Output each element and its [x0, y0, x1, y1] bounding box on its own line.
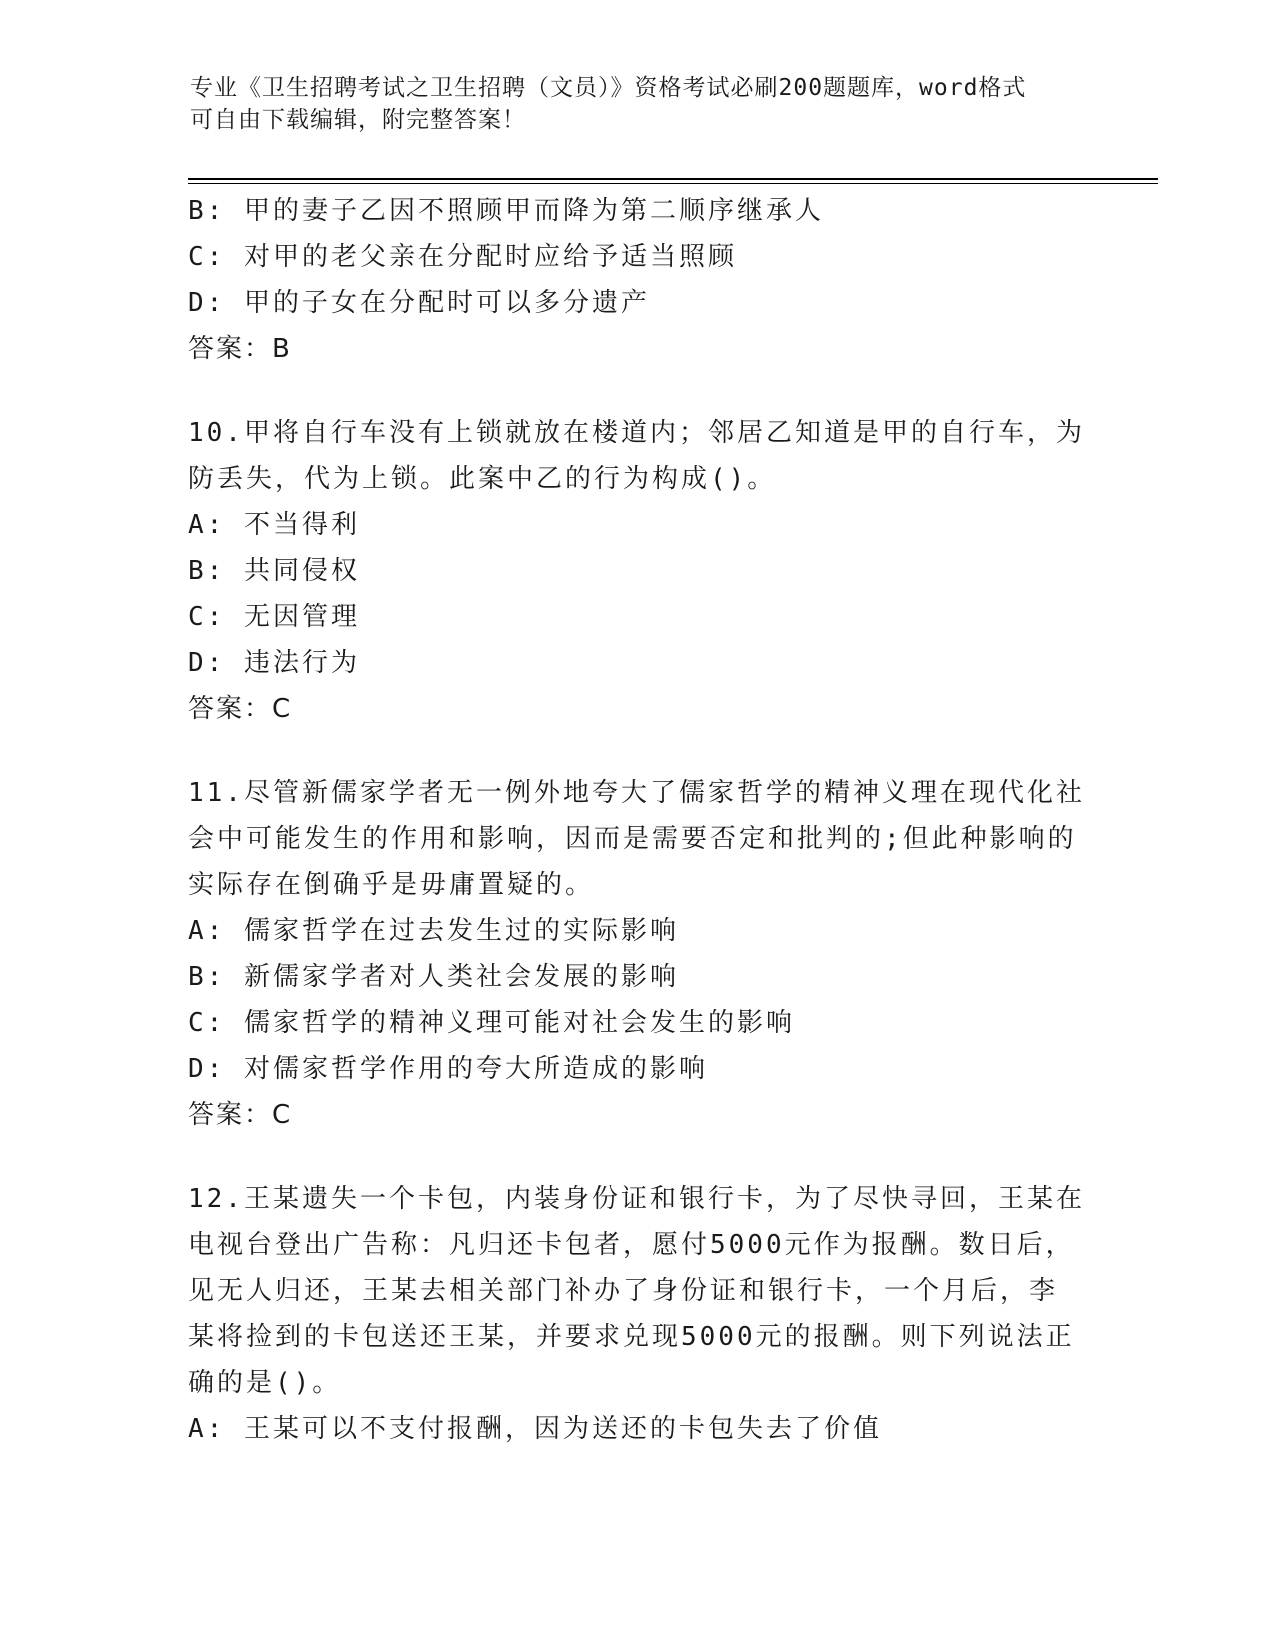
question-stem-line: 10.甲将自行车没有上锁就放在楼道内；邻居乙知道是甲的自行车，为 [188, 418, 1085, 448]
header-line-1: 专业《卫生招聘考试之卫生招聘（文员）》资格考试必刷200题题库，word格式 [190, 75, 1027, 101]
question-list [188, 188, 1088, 1452]
question-stem-line: 防丢失，代为上锁。此案中乙的行为构成()。 [188, 464, 777, 494]
question-12 [188, 1176, 1088, 1452]
question-10 [188, 410, 1088, 732]
answer-label: 答案：C [188, 1100, 293, 1130]
question-stem-line: 实际存在倒确乎是毋庸置疑的。 [188, 870, 595, 900]
header-divider-thin [188, 183, 1158, 184]
option-b: B: 新儒家学者对人类社会发展的影响 [188, 962, 679, 992]
question-stem-line: 确的是()。 [188, 1368, 342, 1398]
question-stem-line: 12.王某遗失一个卡包，内装身份证和银行卡，为了尽快寻回，王某在 [188, 1184, 1085, 1214]
option-c: C: 儒家哲学的精神义理可能对社会发生的影响 [188, 1008, 795, 1038]
option-d: D: 违法行为 [188, 648, 360, 678]
option-a: A: 王某可以不支付报酬，因为送还的卡包失去了价值 [188, 1414, 882, 1444]
answer-label: 答案：B [188, 334, 292, 364]
question-stem-line: 11.尽管新儒家学者无一例外地夸大了儒家哲学的精神义理在现代化社 [188, 778, 1085, 808]
question-stem-line: 会中可能发生的作用和影响，因而是需要否定和批判的;但此种影响的 [188, 824, 1077, 854]
option-a: A: 不当得利 [188, 510, 360, 540]
answer-label: 答案：C [188, 694, 293, 724]
option-b: B: 共同侵权 [188, 556, 360, 586]
question-9 [188, 188, 1088, 372]
header-divider-thick [188, 178, 1158, 180]
question-stem-line: 某将捡到的卡包送还王某，并要求兑现5000元的报酬。则下列说法正 [188, 1322, 1075, 1352]
option-a: A: 儒家哲学在过去发生过的实际影响 [188, 916, 679, 946]
option-d: D: 甲的子女在分配时可以多分遗产 [188, 288, 650, 318]
option-c: C: 无因管理 [188, 602, 360, 632]
option-d: D: 对儒家哲学作用的夸大所造成的影响 [188, 1054, 708, 1084]
question-stem-line: 电视台登出广告称：凡归还卡包者，愿付5000元作为报酬。数日后， [188, 1230, 1075, 1260]
option-b: B: 甲的妻子乙因不照顾甲而降为第二顺序继承人 [188, 196, 824, 226]
document-header [190, 72, 1070, 136]
question-stem-line: 见无人归还，王某去相关部门补办了身份证和银行卡，一个月后，李 [188, 1276, 1059, 1306]
option-c: C: 对甲的老父亲在分配时应给予适当照顾 [188, 242, 737, 272]
header-line-2: 可自由下载编辑，附完整答案！ [190, 107, 526, 133]
question-11 [188, 770, 1088, 1138]
